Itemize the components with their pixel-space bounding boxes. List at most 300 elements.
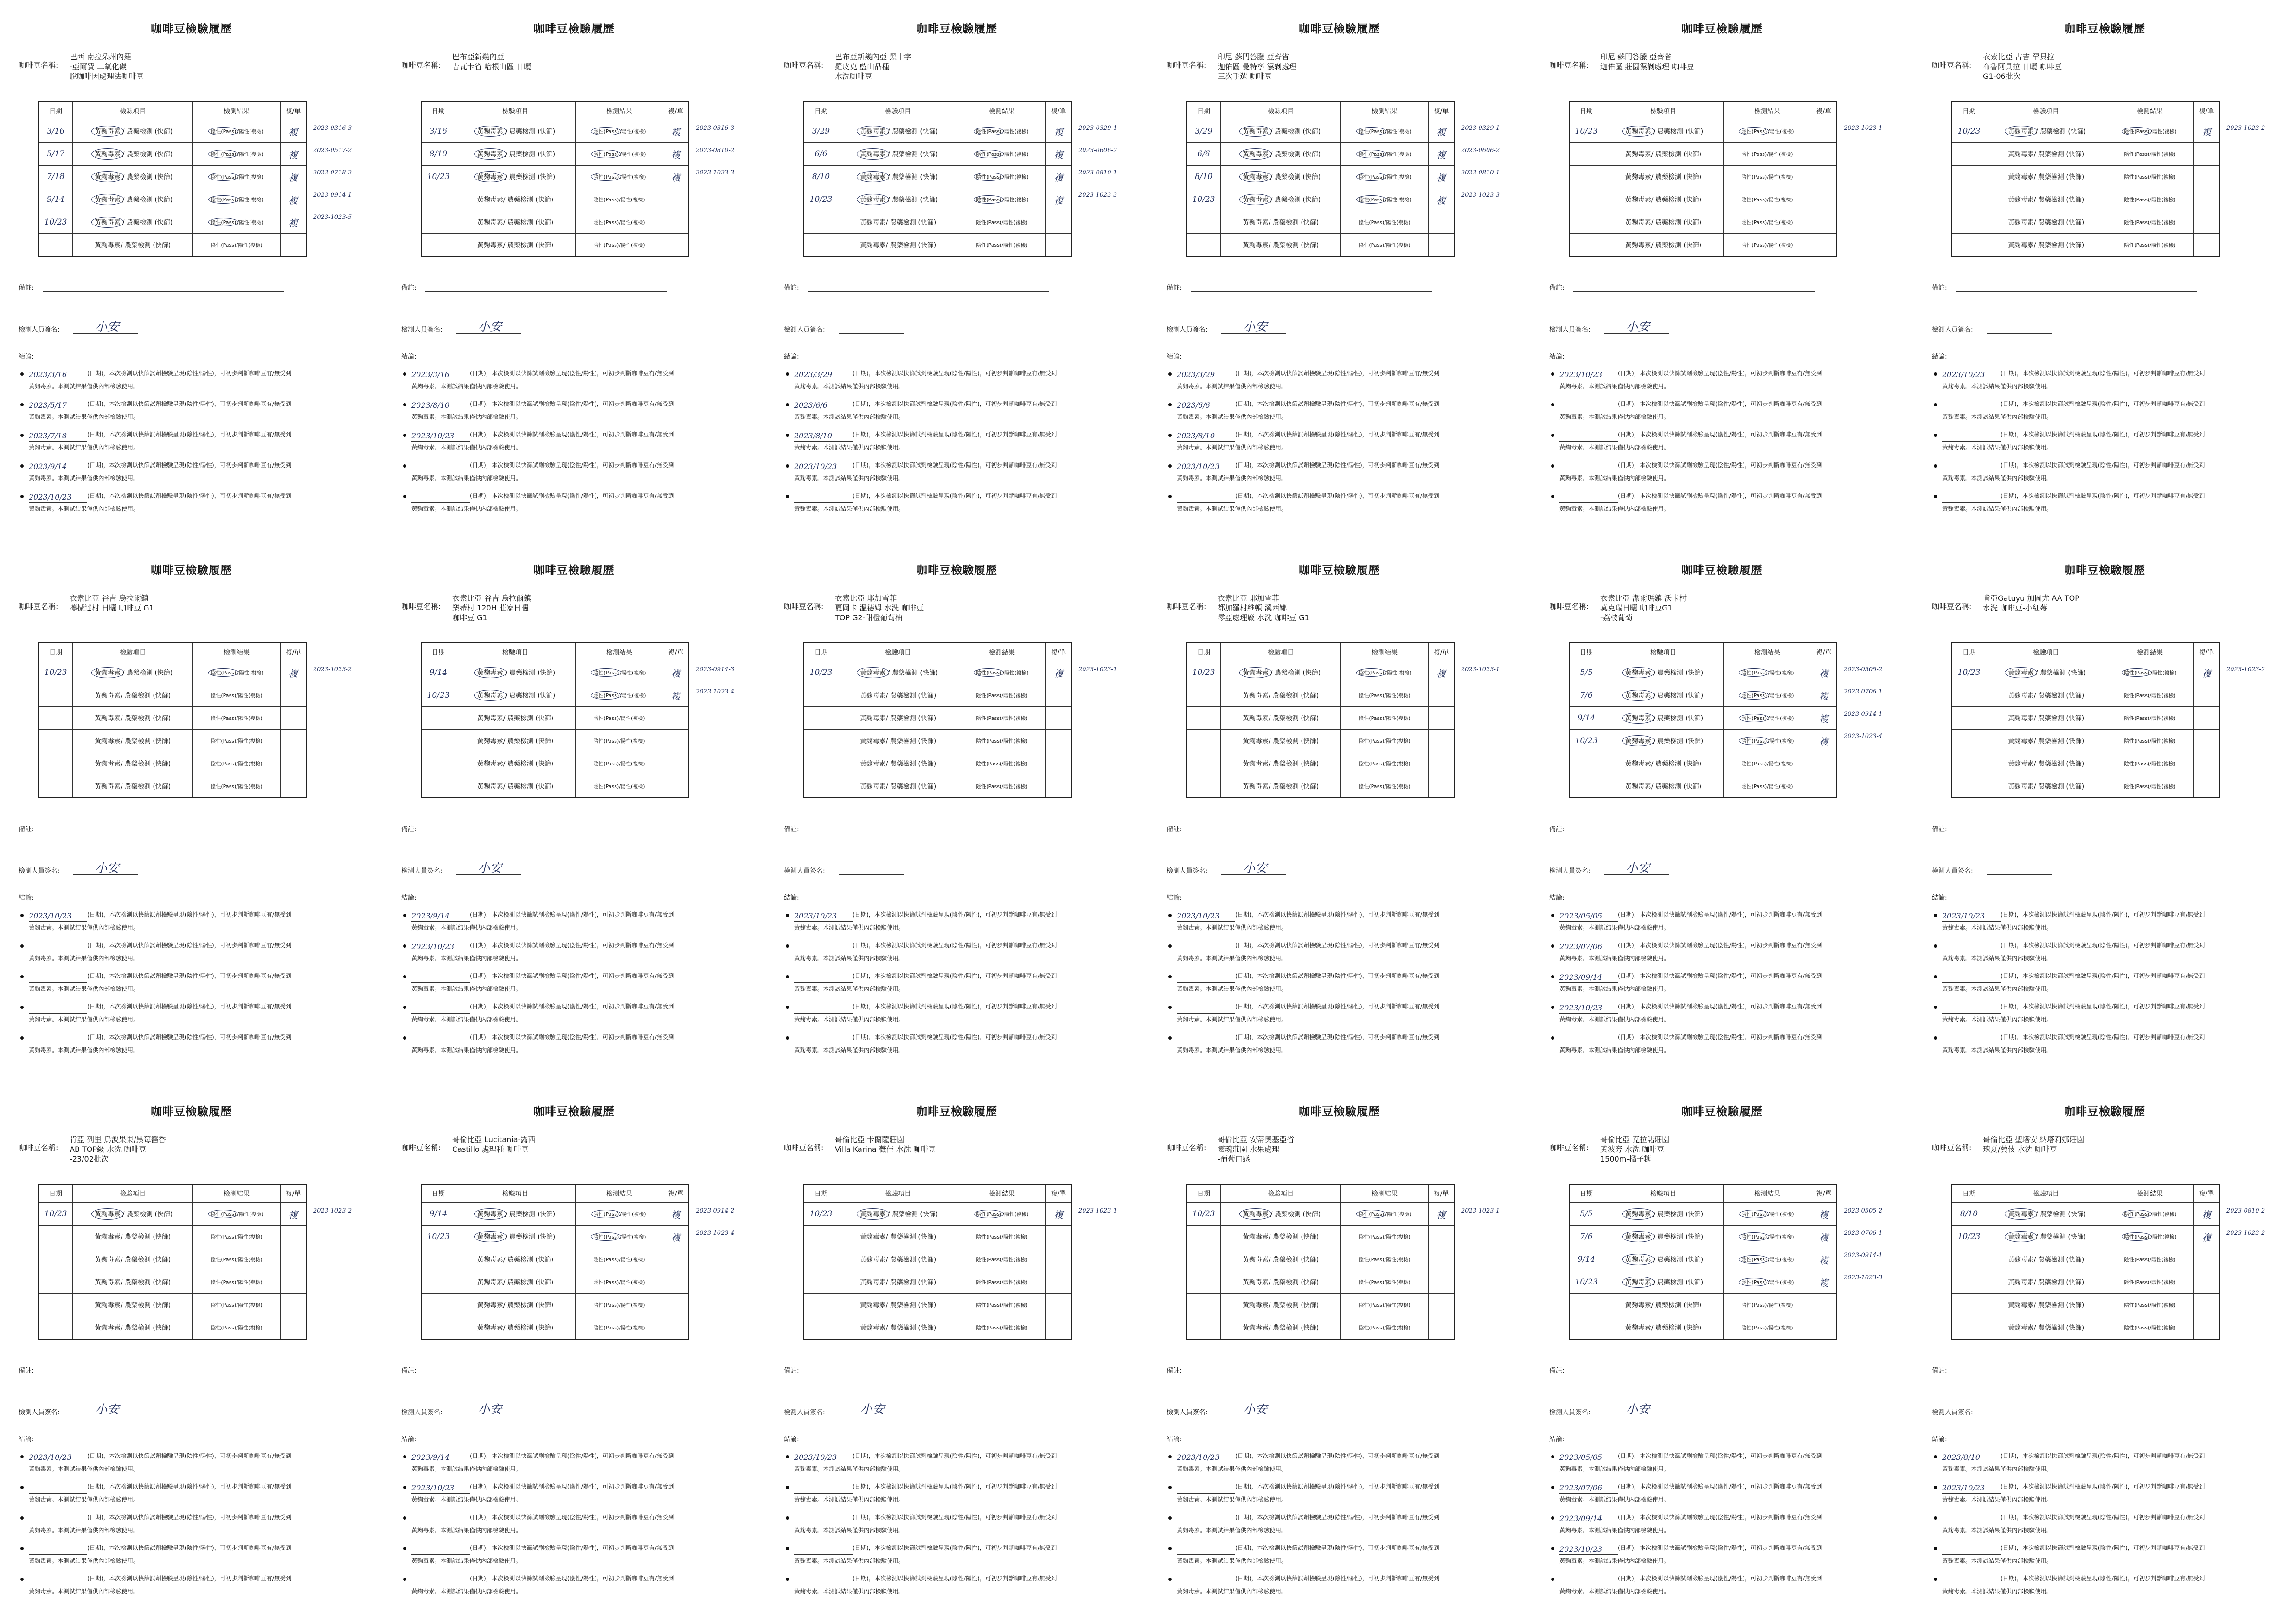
conclusion-text: (日期)，本次檢測以快篩試劑檢驗呈現(陰性/陽性)，可初步判斷咖啡豆有/無受到 [2001,370,2205,377]
row-date: 9/14 [38,188,73,211]
inspector-label: 檢測人員簽名: [1549,1409,1591,1416]
item-pesticide: / 農藥檢測 (快篩) [1270,196,1321,204]
row-test-item [73,211,193,234]
result-positive: /陽性(複檢) [620,128,646,135]
result-positive: /陽性(複檢) [1384,1302,1411,1308]
conclusion-item [401,1030,758,1061]
item-aflatoxin: 黃麴毒素 [1622,126,1655,137]
item-pesticide: / 農藥檢測 (快篩) [2033,1256,2084,1264]
row-test-item [73,1271,193,1294]
row-result [1724,234,1811,257]
inspection-table [1186,642,1455,798]
conclusion-item [19,908,376,938]
result-positive: /陽性(複檢) [1001,1257,1028,1263]
item-pesticide: / 農藥檢測 (快篩) [120,715,171,722]
conclusion-text: (日期)，本次檢測以快篩試劑檢驗呈現(陰性/陽性)，可初步判斷咖啡豆有/無受到 [87,400,292,407]
item-pesticide: / 農藥檢測 (快篩) [503,242,554,249]
result-pass: 陰性(Pass) [211,1325,237,1331]
conclusion-item [1932,366,2289,397]
bullet-dot [403,1578,406,1581]
conclusion-text: (日期)，本次檢測以快篩試劑檢驗呈現(陰性/陽性)，可初步判斷咖啡豆有/無受到 [853,431,1057,438]
sheet-title: 咖啡豆檢驗履歷 [1681,564,1763,577]
table-header-row [421,643,689,661]
conclusion-date: 2023/9/14 [29,462,87,472]
row-test-item [1221,166,1341,188]
row-test-item [1221,730,1341,752]
row-result [193,143,281,166]
row-test-item [73,1248,193,1271]
conclusion-label: 結論: [401,1436,417,1443]
row-date: 10/23 [38,1203,73,1226]
conclusion-text: (日期)，本次檢測以快篩試劑檢驗呈現(陰性/陽性)，可初步判斷咖啡豆有/無受到 [1618,1452,1822,1459]
conclusion-item [784,1000,1141,1030]
conclusion-note: 黃麴毒素。本測試結果僅供內部檢驗使用。 [1559,1465,1670,1472]
conclusion-item [1167,1030,1524,1061]
table-row [1952,707,2219,730]
item-aflatoxin: 黃麴毒素 [859,1279,886,1286]
row-recheck: 複 [1811,1248,1837,1271]
item-aflatoxin: 黃麴毒素 [2007,151,2034,158]
conclusion-text: (日期)，本次檢測以快篩試劑檢驗呈現(陰性/陽性)，可初步判斷咖啡豆有/無受到 [1618,1544,1822,1551]
result-pass: 陰性(Pass) [211,1302,237,1308]
result-pass: 陰性(Pass) [1741,219,1767,225]
conclusion-note: 黃麴毒素。本測試結果僅供內部檢驗使用。 [29,1496,139,1503]
result-pass: 陰性(Pass) [1741,1302,1767,1308]
batch-number: 2023-1023-3 [1844,1274,1883,1281]
batch-numbers [1461,117,1526,206]
conclusion-line [794,1541,1141,1555]
row-date: 10/23 [38,211,73,234]
bullet-dot [20,975,24,978]
sheet-title: 咖啡豆檢驗履歷 [533,22,615,35]
result-pass: 陰性(Pass) [593,1302,619,1308]
conclusion-line [411,1000,758,1014]
bullet-dot [1168,1547,1172,1550]
row-result [2106,1316,2194,1340]
table-row [421,1271,689,1294]
row-date [1186,707,1221,730]
row-result [1341,707,1429,730]
row-result [1724,661,1811,684]
row-test-item [838,211,958,234]
row-result [958,188,1046,211]
row-recheck [2194,752,2220,775]
item-aflatoxin: 黃麴毒素 [91,667,124,678]
conclusion-note: 黃麴毒素。本測試結果僅供內部檢驗使用。 [1177,505,1287,512]
table-row [1186,752,1454,775]
row-test-item [838,1316,958,1340]
header-result: 檢測結果 [576,102,663,120]
row-date [421,775,455,798]
row-test-item [838,1226,958,1248]
result-positive: /陽性(複檢) [1384,1234,1411,1240]
inspector-label: 檢測人員簽名: [19,1409,60,1416]
item-aflatoxin: 黃麴毒素 [857,194,889,205]
table-header-row [38,1184,306,1203]
conclusion-text: (日期)，本次檢測以快篩試劑檢驗呈現(陰性/陽性)，可初步判斷咖啡豆有/無受到 [853,462,1057,469]
item-aflatoxin: 黃麴毒素 [94,760,121,768]
item-aflatoxin: 黃麴毒素 [474,171,507,182]
row-test-item [1221,707,1341,730]
conclusion-line [29,1030,376,1044]
item-pesticide: / 農藥檢測 (快篩) [885,1279,936,1286]
result-pass: 陰性(Pass) [974,195,1004,204]
row-recheck: 複 [663,1226,689,1248]
result-positive: /陽性(複檢) [620,1211,646,1217]
row-date [1952,752,1986,775]
row-result [576,166,663,188]
row-date [1186,1226,1221,1248]
row-result [2106,730,2194,752]
row-test-item [1986,211,2106,234]
result-pass: 陰性(Pass) [2124,1302,2150,1308]
header-check: 複/單 [2194,643,2220,661]
row-result [576,1248,663,1271]
conclusion-date: 2023/10/23 [29,492,87,503]
inspector-label: 檢測人員簽名: [1549,326,1591,334]
bullet-dot [1934,944,1937,948]
result-pass: 陰性(Pass) [976,1302,1002,1308]
item-aflatoxin: 黃麴毒素 [859,1324,886,1332]
item-pesticide: / 農藥檢測 (快篩) [1268,219,1319,226]
result-pass: 陰性(Pass) [591,1232,621,1241]
table-row [421,1203,689,1226]
row-test-item [1986,1248,2106,1271]
bullet-dot [20,464,24,468]
row-result [193,211,281,234]
row-date [1952,684,1986,707]
bullet-dot [403,1516,406,1520]
bullet-dot [403,1036,406,1040]
item-pesticide: / 農藥檢測 (快篩) [885,1256,936,1264]
result-positive: /陽性(複檢) [2149,151,2176,157]
row-date: 10/23 [421,684,455,707]
row-recheck [1046,730,1072,752]
item-aflatoxin: 黃麴毒素 [94,1256,121,1264]
conclusion-text: (日期)，本次檢測以快篩試劑檢驗呈現(陰性/陽性)，可初步判斷咖啡豆有/無受到 [1235,431,1440,438]
table-header-row [421,102,689,120]
item-aflatoxin: 黃麴毒素 [857,171,889,182]
bullet-dot [1551,1455,1554,1458]
row-result [2106,752,2194,775]
result-pass: 陰性(Pass) [208,195,238,204]
batch-number: 2023-0329-1 [1078,125,1117,132]
item-pesticide: / 農藥檢測 (快篩) [120,1233,171,1241]
bean-name-value: 巴布亞新幾內亞 吉瓦卡省 哈根山區 日曬 [452,52,532,71]
header-item: 檢驗項目 [455,643,576,661]
result-positive: /陽性(複檢) [1384,1257,1411,1263]
item-aflatoxin: 黃麴毒素 [477,1256,503,1264]
result-positive: /陽性(複檢) [1767,197,1793,203]
item-aflatoxin: 黃麴毒素 [1625,783,1651,790]
conclusion-label: 結論: [1167,894,1182,902]
conclusion-note: 黃麴毒素。本測試結果僅供內部檢驗使用。 [1177,924,1287,931]
row-test-item [73,1226,193,1248]
row-test-item [1986,1316,2106,1340]
bean-name-value: 哥倫比亞 卡蘭薩莊園 Villa Karina 薇佳 水洗 咖啡豆 [835,1135,936,1154]
sheet-title: 咖啡豆檢驗履歷 [151,1105,232,1118]
table-row [804,752,1071,775]
table-row [1186,234,1454,257]
conclusion-text: (日期)，本次檢測以快篩試劑檢驗呈現(陰性/陽性)，可初步判斷咖啡豆有/無受到 [1235,911,1440,918]
result-positive: /陽性(複檢) [1767,1325,1793,1331]
conclusion-text: (日期)，本次檢測以快篩試劑檢驗呈現(陰性/陽性)，可初步判斷咖啡豆有/無受到 [1618,1033,1822,1040]
conclusion-note: 黃麴毒素。本測試結果僅供內部檢驗使用。 [29,413,139,420]
conclusion-line [1177,969,1524,983]
row-date [421,1316,455,1340]
row-date [1952,1271,1986,1294]
header-item: 檢驗項目 [1986,1184,2106,1203]
conclusion-note: 黃麴毒素。本測試結果僅供內部檢驗使用。 [411,1527,522,1534]
table-row [421,775,689,798]
result-positive: /陽性(複檢) [619,715,645,721]
bullet-dot [786,434,789,437]
conclusion-text: (日期)，本次檢測以快篩試劑檢驗呈現(陰性/陽性)，可初步判斷咖啡豆有/無受到 [1618,1514,1822,1521]
result-positive: /陽性(複檢) [237,151,263,157]
row-recheck [281,1316,307,1340]
result-pass: 陰性(Pass) [976,761,1002,767]
result-pass: 陰性(Pass) [976,693,1002,699]
row-test-item [1603,188,1724,211]
item-pesticide: / 農藥檢測 (快篩) [2033,151,2084,158]
item-pesticide: / 農藥檢測 (快篩) [505,173,556,181]
inspection-table [38,101,307,257]
conclusion-item [1167,1572,1524,1602]
row-date: 5/17 [38,143,73,166]
item-aflatoxin: 黃麴毒素 [859,760,886,768]
table-header-row [1569,1184,1837,1203]
conclusion-note: 黃麴毒素。本測試結果僅供內部檢驗使用。 [1559,475,1670,481]
result-pass: 陰性(Pass) [211,761,237,767]
bullet-dot [786,914,789,917]
conclusion-line [411,1030,758,1044]
row-test-item [73,752,193,775]
conclusion-list [1932,366,2289,520]
conclusion-text: (日期)，本次檢測以快篩試劑檢驗呈現(陰性/陽性)，可初步判斷咖啡豆有/無受到 [470,1544,674,1551]
bullet-dot [786,1455,789,1458]
result-pass: 陰性(Pass) [211,715,237,721]
table-row [1569,1226,1837,1248]
header-date: 日期 [421,1184,455,1203]
conclusion-note: 黃麴毒素。本測試結果僅供內部檢驗使用。 [1177,1557,1287,1564]
row-date [804,775,838,798]
row-result [576,730,663,752]
result-positive: /陽性(複檢) [1384,715,1411,721]
result-positive: /陽性(複檢) [1002,670,1029,676]
conclusion-line [1177,1000,1524,1014]
remark-label: 備註: [1167,826,1182,833]
row-test-item [455,1226,576,1248]
result-pass: 陰性(Pass) [976,1257,1002,1263]
inspector-signature: 小安 [1243,1403,1268,1417]
conclusion-note: 黃麴毒素。本測試結果僅供內部檢驗使用。 [29,1588,139,1595]
batch-numbers [1078,1200,1143,1222]
conclusion-text: (日期)，本次檢測以快篩試劑檢驗呈現(陰性/陽性)，可初步判斷咖啡豆有/無受到 [470,1514,674,1521]
conclusion-label: 結論: [1167,1436,1182,1443]
bullet-dot [1551,434,1554,437]
conclusion-line [794,1000,1141,1014]
row-result [193,707,281,730]
item-pesticide: / 農藥檢測 (快篩) [2033,760,2084,768]
conclusion-note: 黃麴毒素。本測試結果僅供內部檢驗使用。 [411,924,522,931]
bean-name-label: 咖啡豆名稱: [784,602,824,611]
table-row [421,730,689,752]
header-result: 檢測結果 [576,1184,663,1203]
row-recheck [2194,1294,2220,1316]
conclusion-note: 黃麴毒素。本測試結果僅供內部檢驗使用。 [1942,1588,2052,1595]
result-positive: /陽性(複檢) [620,670,646,676]
result-positive: /陽性(複檢) [1767,1302,1793,1308]
row-result [1341,752,1429,775]
result-positive: /陽性(複檢) [2150,128,2177,135]
conclusion-item [1549,1449,1906,1480]
conclusion-line [794,938,1141,952]
item-pesticide: / 農藥檢測 (快篩) [887,173,938,181]
table-row [804,1316,1071,1340]
row-test-item [1221,775,1341,798]
bullet-dot [1551,1006,1554,1009]
row-recheck [1046,1271,1072,1294]
conclusion-note: 黃麴毒素。本測試結果僅供內部檢驗使用。 [794,1496,904,1503]
row-recheck [281,1294,307,1316]
table-row [1569,1248,1837,1271]
row-recheck: 複 [2194,661,2220,684]
conclusion-line [1559,1541,1906,1555]
conclusion-text: (日期)，本次檢測以快篩試劑檢驗呈現(陰性/陽性)，可初步判斷咖啡豆有/無受到 [87,1452,292,1459]
row-test-item [1986,1203,2106,1226]
row-result [2106,1203,2194,1226]
bean-name-label: 咖啡豆名稱: [1167,61,1206,70]
item-aflatoxin: 黃麴毒素 [477,783,503,790]
row-recheck [2194,1316,2220,1340]
result-positive: /陽性(複檢) [236,242,263,248]
result-pass: 陰性(Pass) [1359,1325,1385,1331]
result-positive: /陽性(複檢) [2149,715,2176,721]
bullet-dot [403,1006,406,1009]
row-result [1724,211,1811,234]
bean-name-value: 衣索比亞 耶加雪菲 夏岡卡 溫德姆 水洗 咖啡豆 TOP G2-甜橙葡萄柚 [835,594,924,622]
conclusion-text: (日期)，本次檢測以快篩試劑檢驗呈現(陰性/陽性)，可初步判斷咖啡豆有/無受到 [2001,1003,2205,1010]
conclusion-note: 黃麴毒素。本測試結果僅供內部檢驗使用。 [411,1588,522,1595]
row-recheck: 複 [281,166,307,188]
row-test-item [1986,143,2106,166]
conclusion-item [784,1030,1141,1061]
result-positive: /陽性(複檢) [1002,151,1029,157]
conclusion-item [1549,1000,1906,1030]
row-recheck: 複 [2194,1203,2220,1226]
bullet-dot [20,1578,24,1581]
row-date [38,1294,73,1316]
table-row [1186,143,1454,166]
bullet-dot [20,1006,24,1009]
row-date [1952,166,1986,188]
result-pass: 陰性(Pass) [1741,242,1767,248]
conclusion-line [1177,397,1524,411]
item-aflatoxin: 黃麴毒素 [2007,1302,2034,1309]
conclusion-note: 黃麴毒素。本測試結果僅供內部檢驗使用。 [1177,413,1287,420]
item-aflatoxin: 黃麴毒素 [1242,715,1269,722]
table-header-row [804,102,1071,120]
conclusion-line [1942,428,2289,442]
bullet-dot [1168,1036,1172,1040]
result-positive: /陽性(複檢) [1001,761,1028,767]
item-aflatoxin: 黃麴毒素 [857,1208,889,1220]
item-aflatoxin: 黃麴毒素 [2007,760,2034,768]
conclusion-note: 黃麴毒素。本測試結果僅供內部檢驗使用。 [411,413,522,420]
inspection-table [1186,101,1455,257]
bullet-dot [1934,372,1937,376]
conclusion-date: 2023/3/29 [794,370,853,380]
bullet-dot [1934,464,1937,468]
row-date: 6/6 [804,143,838,166]
result-positive: /陽性(複檢) [1001,1325,1028,1331]
conclusion-line [29,1480,376,1494]
table-header-row [804,643,1071,661]
result-pass: 陰性(Pass) [1739,737,1769,745]
conclusion-note: 黃麴毒素。本測試結果僅供內部檢驗使用。 [1942,505,2052,512]
conclusion-item [1549,1572,1906,1602]
table-row [421,707,689,730]
bean-name-label: 咖啡豆名稱: [1167,602,1206,611]
remark-label: 備註: [401,284,417,292]
bullet-dot [786,1036,789,1040]
item-aflatoxin: 黃麴毒素 [1242,760,1269,768]
result-positive: /陽性(複檢) [1384,693,1411,699]
conclusion-text: (日期)，本次檢測以快篩試劑檢驗呈現(陰性/陽性)，可初步判斷咖啡豆有/無受到 [2001,1033,2205,1040]
bullet-dot [1551,1036,1554,1040]
conclusion-line [794,1572,1141,1585]
result-pass: 陰性(Pass) [1359,783,1385,790]
conclusion-text: (日期)，本次檢測以快篩試劑檢驗呈現(陰性/陽性)，可初步判斷咖啡豆有/無受到 [87,462,292,469]
result-pass: 陰性(Pass) [2124,174,2150,180]
result-pass: 陰性(Pass) [1356,1210,1386,1218]
row-result [2106,661,2194,684]
result-pass: 陰性(Pass) [1741,783,1767,790]
conclusion-note: 黃麴毒素。本測試結果僅供內部檢驗使用。 [1942,444,2052,451]
item-aflatoxin: 黃麴毒素 [91,1208,124,1220]
item-pesticide: / 農藥檢測 (快篩) [885,760,936,768]
result-pass: 陰性(Pass) [1741,151,1767,157]
bean-name-label: 咖啡豆名稱: [19,602,58,611]
header-result: 檢測結果 [1724,1184,1811,1203]
item-pesticide: / 農藥檢測 (快篩) [120,242,171,249]
conclusion-line [1942,1572,2289,1585]
item-aflatoxin: 黃麴毒素 [1242,1324,1269,1332]
row-date [38,1271,73,1294]
conclusion-text: (日期)，本次檢測以快篩試劑檢驗呈現(陰性/陽性)，可初步判斷咖啡豆有/無受到 [470,1483,674,1490]
conclusion-text: (日期)，本次檢測以快篩試劑檢驗呈現(陰性/陽性)，可初步判斷咖啡豆有/無受到 [1618,431,1822,438]
result-pass: 陰性(Pass) [976,219,1002,225]
item-pesticide: / 農藥檢測 (快篩) [2033,783,2084,790]
row-result [1724,1316,1811,1340]
conclusion-text: (日期)，本次檢測以快篩試劑檢驗呈現(陰性/陽性)，可初步判斷咖啡豆有/無受到 [853,1544,1057,1551]
item-aflatoxin: 黃麴毒素 [1242,692,1269,700]
header-check: 複/單 [1046,102,1072,120]
conclusion-text: (日期)，本次檢測以快篩試劑檢驗呈現(陰性/陽性)，可初步判斷咖啡豆有/無受到 [87,1514,292,1521]
result-pass: 陰性(Pass) [1359,1302,1385,1308]
result-positive: /陽性(複檢) [237,197,263,203]
row-result [576,1294,663,1316]
conclusion-label: 結論: [401,353,417,360]
bean-name-label: 咖啡豆名稱: [1932,61,1972,70]
table-row [1186,211,1454,234]
row-result [1724,166,1811,188]
conclusion-line [1177,938,1524,952]
result-positive: /陽性(複檢) [236,1234,263,1240]
result-pass: 陰性(Pass) [1359,761,1385,767]
row-recheck: 複 [663,1203,689,1226]
conclusion-text: (日期)，本次檢測以快篩試劑檢驗呈現(陰性/陽性)，可初步判斷咖啡豆有/無受到 [1618,942,1822,949]
